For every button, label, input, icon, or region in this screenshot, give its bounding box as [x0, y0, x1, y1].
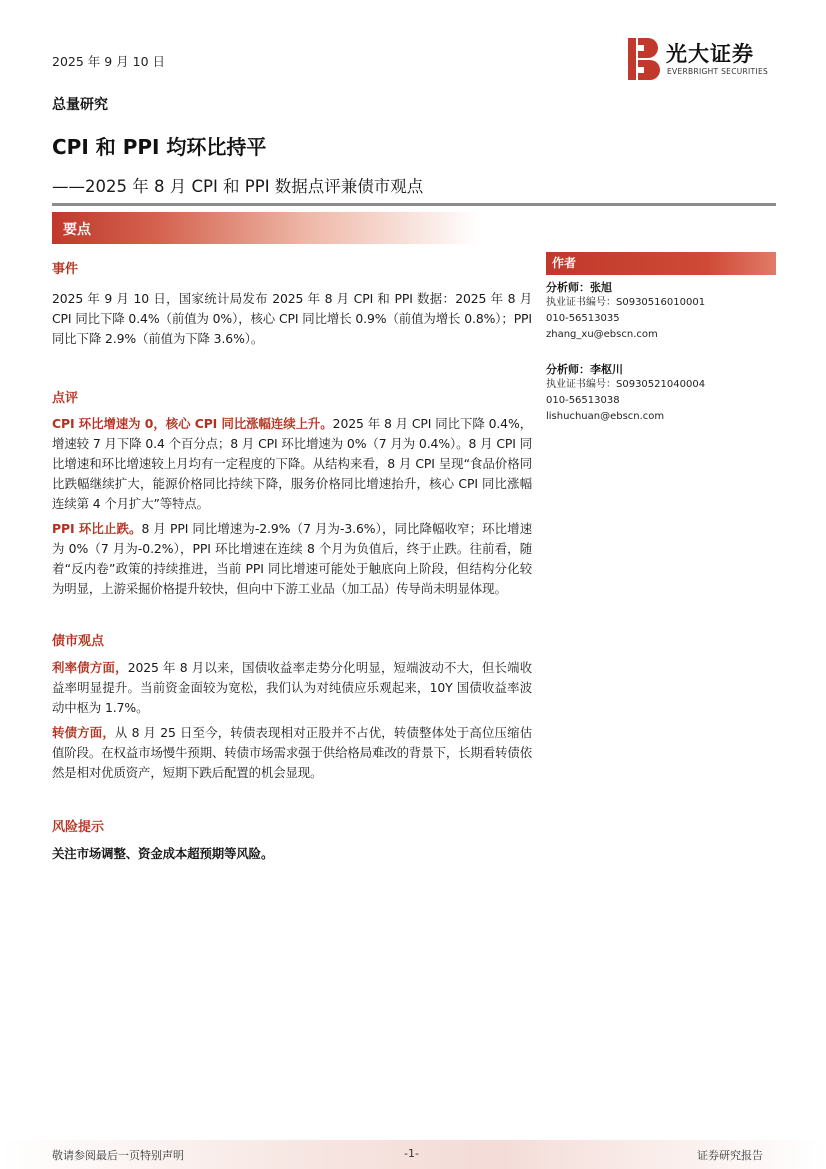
review-paragraph-2	[52, 519, 532, 599]
analyst-cert: 执业证书编号：S0930516010001	[546, 297, 706, 308]
logo-english-name: EVERBRIGHT SECURITIES	[667, 67, 769, 76]
page-number: -1-	[404, 1147, 419, 1160]
keypoints-label: 要点	[63, 222, 91, 238]
footer-disclaimer: 敬请参阅最后一页特别声明	[52, 1149, 184, 1162]
everbright-logo-icon	[626, 36, 660, 82]
analyst-phone: 010-56513035	[546, 313, 620, 324]
analyst-block-1	[546, 279, 776, 343]
report-title: CPI 和 PPI 均环比持平	[52, 135, 267, 159]
section-heading-review: 点评	[52, 391, 79, 406]
section-heading-event: 事件	[52, 262, 79, 277]
bond-p2-lead: 转债方面，	[52, 725, 115, 740]
analyst-name: 分析师：张旭	[546, 281, 612, 294]
main-content	[52, 258, 532, 864]
company-logo	[626, 36, 776, 82]
review-p2-text: 8 月 PPI 同比增速为-2.9%（7 月为-3.6%），同比降幅收窄；环比增速为 0%（7 月为-0.2%），PPI 环比增速在连续 8 个月为负值后，终于止跌。往前看，随着“反内卷”政策的持续推进，当前 PPI 同比增速可能处于触底向上阶段，但结构分化较为明显，上游采掘价格提升较快，但向中下游工业品（加工品）传导尚未明显体现。	[52, 521, 532, 596]
review-p1-lead: CPI 环比增速为 0，核心 CPI 同比涨幅连续上升。	[52, 416, 333, 431]
analyst-phone: 010-56513038	[546, 395, 620, 406]
bond-p2-text: 从 8 月 25 日至今，转债表现相对正股并不占优，转债整体处于高位压缩估值阶段。在权益市场慢牛预期、转债市场需求强于供给格局难改的背景下，长期看转债依然是相对优质资产，短期下跌后配置的机会显现。	[52, 725, 532, 780]
footer-report-type: 证券研究报告	[697, 1149, 763, 1162]
keypoints-banner	[52, 212, 480, 244]
section-heading-bond: 债市观点	[52, 634, 105, 649]
analyst-cert: 执业证书编号：S0930521040004	[546, 379, 706, 390]
report-category: 总量研究	[52, 97, 108, 113]
bond-p1-text: 2025 年 8 月以来，国债收益率走势分化明显，短端波动不大，但长端收益率明显提升。当前资金面较为宽松，我们认为对纯债应乐观起来，10Y 国债收益率波动中枢为 1.7%。	[52, 660, 532, 715]
report-subtitle: ——2025 年 8 月 CPI 和 PPI 数据点评兼债市观点	[52, 177, 424, 196]
report-date: 2025 年 9 月 10 日	[52, 54, 166, 69]
analyst-block-2	[546, 361, 776, 425]
risk-paragraph: 关注市场调整、资金成本超预期等风险。	[52, 846, 274, 861]
section-heading-risk: 风险提示	[52, 820, 105, 835]
review-paragraph-1	[52, 414, 532, 514]
review-p2-lead: PPI 环比止跌。	[52, 521, 142, 536]
bond-paragraph-1	[52, 658, 532, 718]
author-sidebar	[546, 252, 776, 425]
author-heading: 作者	[546, 252, 776, 275]
analyst-email[interactable]: zhang_xu@ebscn.com	[546, 329, 658, 340]
bond-paragraph-2	[52, 723, 532, 783]
logo-wordmark: 光大证券	[666, 42, 754, 66]
header-divider	[52, 203, 776, 206]
event-paragraph: 2025 年 9 月 10 日，国家统计局发布 2025 年 8 月 CPI 和 PPI 数据：2025 年 8 月 CPI 同比下降 0.4%（前值为 0%），核心 CPI 同比增长 0.9%（前值为增长 0.8%）；PPI 同比下降 2.9%（前值为下降 3.6%）。	[52, 291, 532, 346]
analyst-name: 分析师：李枢川	[546, 363, 623, 376]
review-p1-text: 2025 年 8 月 CPI 同比下降 0.4%，增速较 7 月下降 0.4 个百分点；8 月 CPI 环比增速为 0%（7 月为 0.4%）。8 月 CPI 同比增速和环比增速较上月均有一定程度的下降。从结构来看，8 月 CPI 呈现“食品价格同比跌幅继续扩大，能源价格同比持续下降，服务价格同比增速抬升，核心 CPI 同比涨幅连续第 4 个月扩大”等特点。	[52, 416, 532, 511]
analyst-email[interactable]: lishuchuan@ebscn.com	[546, 411, 665, 422]
bond-p1-lead: 利率债方面，	[52, 660, 128, 675]
